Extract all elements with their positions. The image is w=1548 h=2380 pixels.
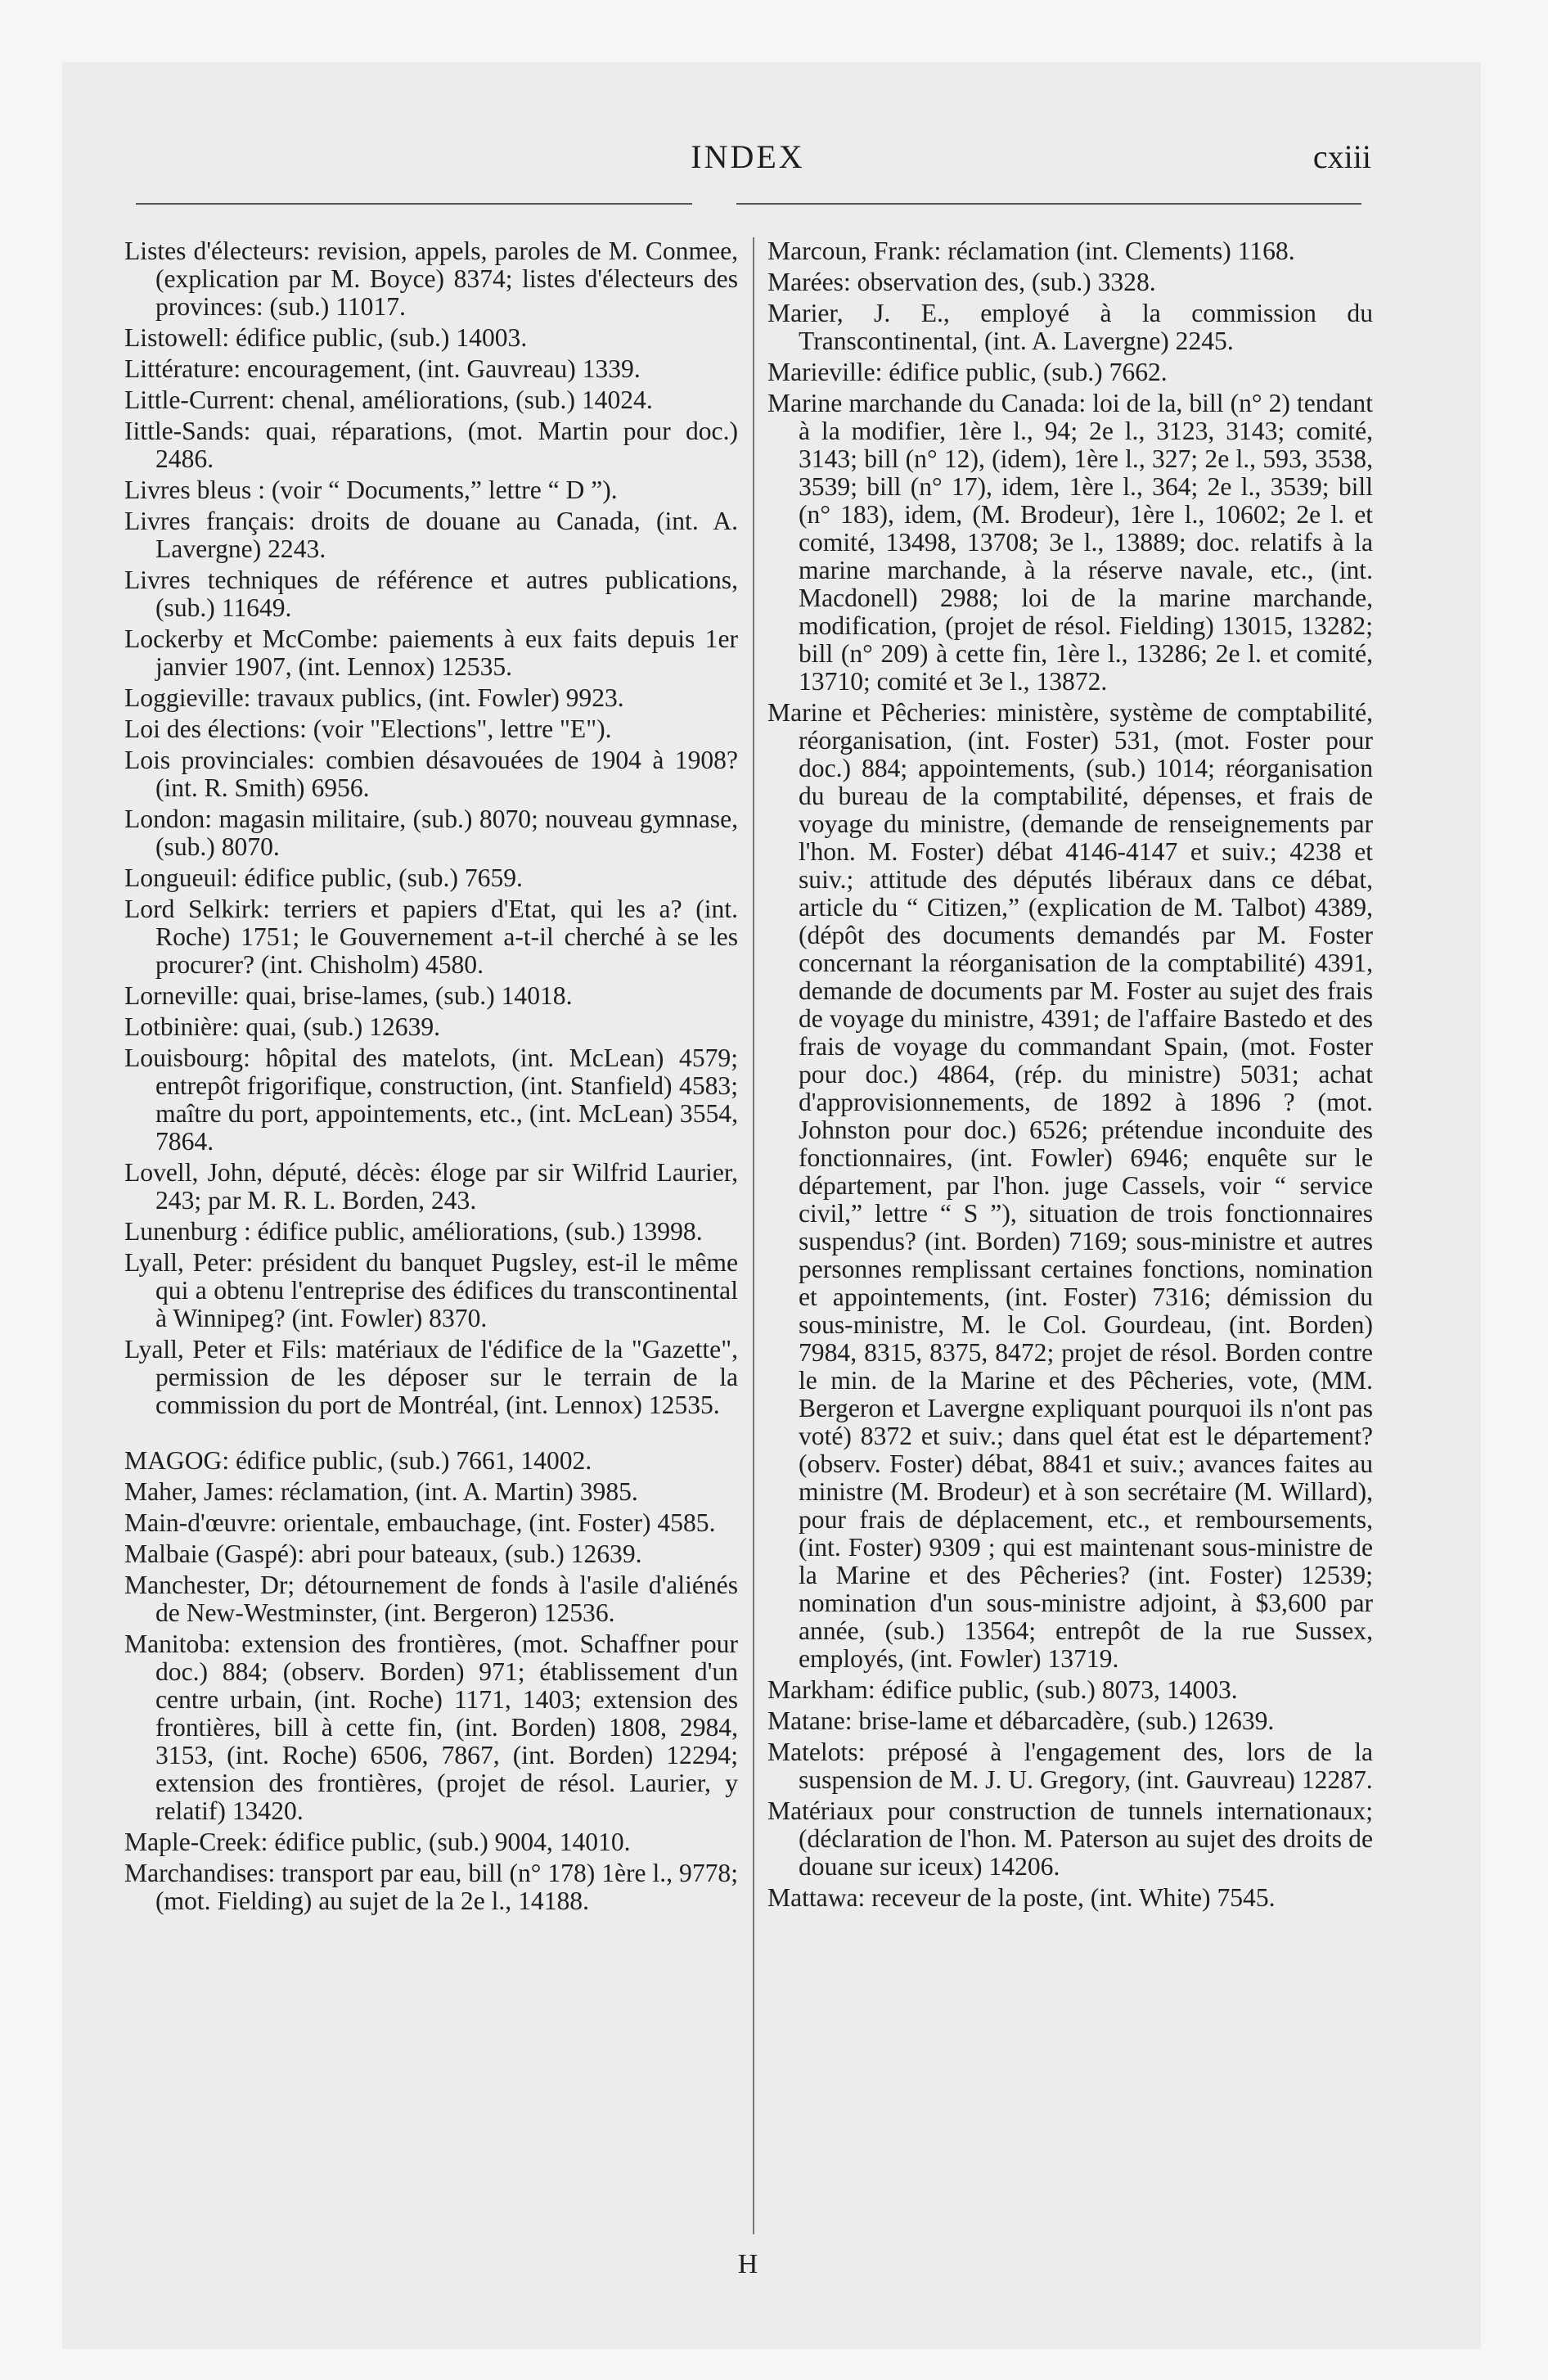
- index-entry: Marine marchande du Canada: loi de la, bill (n° 2) tendant à la modifier, 1ère l., 94; 2e l., 3123, 3143; comité, 3143; bill (n° 12), (idem), 1ère l., 327; 2e l., 593, 3538, 3539; bill (n° 17), idem, 1ère l., 364; 2e l., 3539; bill (n° 183), idem, (M. Brodeur), 1ère l., 10602; 2e l. et comité, 13498, 13708; 3e l., 13889; doc. relatifs à la marine marchande, à la réserve navale, etc., (int. Macdonell) 2988; loi de la marine marchande, modification, (projet de résol. Fielding) 13015, 13282; bill (n° 209) à cette fin, 1ère l., 13286; 2e l. et comité, 13710; comité et 3e l., 13872.: [767, 389, 1373, 696]
- index-entry: Matelots: préposé à l'engagement des, lors de la suspension de M. J. U. Gregory, (int. Gauvreau) 12287.: [767, 1738, 1373, 1794]
- index-entry: Livres français: droits de douane au Canada, (int. A. Lavergne) 2243.: [124, 507, 738, 563]
- index-entry: Lois provinciales: combien désavouées de 1904 à 1908? (int. R. Smith) 6956.: [124, 746, 738, 802]
- index-entry: Maher, James: réclamation, (int. A. Martin) 3985.: [124, 1477, 638, 1506]
- index-entry: Lunenburg : édifice public, améliorations, (sub.) 13998.: [124, 1217, 703, 1246]
- index-entry: Little-Current: chenal, améliorations, (sub.) 14024.: [124, 385, 653, 414]
- index-entry: Markham: édifice public, (sub.) 8073, 14003.: [767, 1675, 1238, 1704]
- page-header: [124, 129, 1371, 178]
- index-entry: Maple-Creek: édifice public, (sub.) 9004, 14010.: [124, 1828, 631, 1856]
- index-entry: Loggieville: travaux publics, (int. Fowler) 9923.: [124, 683, 624, 712]
- index-entry: Main-d'œuvre: orientale, embauchage, (int. Foster) 4585.: [124, 1508, 716, 1537]
- index-entry: Lorneville: quai, brise-lames, (sub.) 14018.: [124, 981, 573, 1010]
- index-entry: Marées: observation des, (sub.) 3328.: [767, 268, 1156, 296]
- index-entry: Listowell: édifice public, (sub.) 14003.: [124, 323, 528, 352]
- index-entry: Matane: brise-lame et débarcadère, (sub.) 12639.: [767, 1706, 1275, 1735]
- index-entry: Marier, J. E., employé à la commission du Transcontinental, (int. A. Lavergne) 2245.: [767, 299, 1373, 355]
- index-entry: Listes d'électeurs: revision, appels, paroles de M. Conmee, (explication par M. Boyce) 8374; listes d'électeurs des provinces: (sub.) 11017.: [124, 237, 738, 321]
- index-entry: Marchandises: transport par eau, bill (n° 178) 1ère l., 9778; (mot. Fielding) au sujet de la 2e l., 14188.: [124, 1859, 738, 1915]
- page-title: INDEX: [691, 138, 805, 175]
- index-column-left: [124, 237, 738, 1918]
- index-entry: Longueuil: édifice public, (sub.) 7659.: [124, 863, 523, 892]
- index-entry: Malbaie (Gaspé): abri pour bateaux, (sub.) 12639.: [124, 1539, 642, 1568]
- page-number: cxiii: [1312, 138, 1371, 175]
- index-entry: MAGOG: édifice public, (sub.) 7661, 14002.: [124, 1446, 592, 1475]
- index-entry: Livres bleus : (voir “ Documents,” lettre “ D ”).: [124, 476, 618, 504]
- index-entry: Mattawa: receveur de la poste, (int. White) 7545.: [767, 1883, 1276, 1912]
- index-entry: Iittle-Sands: quai, réparations, (mot. Martin pour doc.) 2486.: [124, 417, 738, 473]
- index-entry: Manchester, Dr; détournement de fonds à l'asile d'aliénés de New-Westminster, (int. Bergeron) 12536.: [124, 1571, 738, 1627]
- index-entry: Livres techniques de référence et autres publications, (sub.) 11649.: [124, 566, 738, 622]
- index-entry: Lotbinière: quai, (sub.) 12639.: [124, 1012, 441, 1041]
- index-entry: Littérature: encouragement, (int. Gauvreau) 1339.: [124, 354, 641, 383]
- index-entry: Lyall, Peter: président du banquet Pugsley, est-il le même qui a obtenu l'entreprise des édifices du transcontinental à Winnipeg? (int. Fowler) 8370.: [124, 1248, 738, 1332]
- index-entry: Loi des élections: (voir "Elections", lettre "E").: [124, 714, 612, 743]
- index-entry: Louisbourg: hôpital des matelots, (int. McLean) 4579; entrepôt frigorifique, construction, (int. Stanfield) 4583; maître du port, appointements, etc., (int. McLean) 3554, 7864.: [124, 1044, 738, 1156]
- index-column-right: [767, 237, 1373, 1915]
- index-entry: Lyall, Peter et Fils: matériaux de l'édifice de la "Gazette", permission de les déposer sur le terrain de la commission du port de Montréal, (int. Lennox) 12535.: [124, 1335, 738, 1419]
- index-entry: Manitoba: extension des frontières, (mot. Schaffner pour doc.) 884; (observ. Borden) 971; établissement d'un centre urbain, (int. Roche) 1171, 1403; extension des frontières, bill à cette fin, (int. Borden) 1808, 2984, 3153, (int. Roche) 6506, 7867, (int. Borden) 12294; extension des frontières, (projet de résol. Laurier, y relatif) 13420.: [124, 1629, 738, 1825]
- index-entry: Marieville: édifice public, (sub.) 7662.: [767, 358, 1168, 386]
- index-entry: London: magasin militaire, (sub.) 8070; nouveau gymnase, (sub.) 8070.: [124, 805, 738, 861]
- index-entry: Marine et Pêcheries: ministère, système de comptabilité, réorganisation, (int. Foster) 531, (mot. Foster pour doc.) 884; appointements, (sub.) 1014; réorganisation du bureau de la comptabilité, dépenses, et frais de voyage du ministre, (demande de renseignements par l'hon. M. Foster) débat 4146-4147 et suiv.; 4238 et suiv.; attitude des députés libéraux dans ce débat, article du “ Citizen,” (explication de M. Talbot) 4389, (dépôt des documents demandés par M. Foster concernant la réorganisation de la comptabilité) 4391, demande de documents par M. Foster au sujet des frais de voyage du ministre, 4391; de l'affaire Bastedo et des frais de voyage du commandant Spain, (mot. Foster pour doc.) 4864, (rép. du ministre) 5031; achat d'approvisionnements, de 1892 à 1896 ? (mot. Johnston pour doc.) 6526; prétendue inconduite des fonctionnaires, (int. Fowler) 6946; enquête sur le département, par l'hon. juge Cassels, voir “ service civil,” lettre “ S ”), situation de trois fonctionnaires suspendus? (int. Borden) 7169; sous-ministre et autres personnes remplissant certaines fonctions, nomination et appointements, (int. Foster) 7316; démission du sous-ministre, M. le Col. Gourdeau, (int. Borden) 7984, 8315, 8375, 8472; projet de résol. Borden contre le min. de la Marine et des Pêcheries, vote, (MM. Bergeron et Lavergne expliquant pourquoi ils n'ont pas voté) 8372 et suiv.; dans quel état est le département? (observ. Foster) débat, 8841 et suiv.; avances faites au ministre (M. Brodeur) et à son secrétaire (M. Willard), pour frais de déplacement, etc., et remboursements, (int. Foster) 9309 ; qui est maintenant sous-ministre de la Marine et des Pêcheries? (int. Foster) 12539; nomination d'un sous-ministre adjoint, à $3,600 par année, (sub.) 13564; entrepôt de la rue Sussex, employés, (int. Fowler) 13719.: [767, 698, 1373, 1673]
- index-page: [124, 123, 1371, 2283]
- index-entry: Lockerby et McCombe: paiements à eux faits depuis 1er janvier 1907, (int. Lennox) 12535.: [124, 624, 738, 681]
- index-entry: Marcoun, Frank: réclamation (int. Clements) 1168.: [767, 237, 1295, 265]
- column-divider: [753, 237, 754, 2234]
- header-rule-left: [136, 203, 692, 205]
- header-rule-right: [736, 203, 1361, 205]
- signature-mark: H: [737, 2249, 758, 2279]
- index-entry: Matériaux pour construction de tunnels internationaux; (déclaration de l'hon. M. Paterson au sujet des droits de douane sur iceux) 14206.: [767, 1796, 1373, 1881]
- index-entry: Lord Selkirk: terriers et papiers d'Etat, qui les a? (int. Roche) 1751; le Gouvernement a-t-il cherché à se les procurer? (int. Chisholm) 4580.: [124, 895, 738, 979]
- index-entry: Lovell, John, député, décès: éloge par sir Wilfrid Laurier, 243; par M. R. L. Borden, 243.: [124, 1158, 738, 1215]
